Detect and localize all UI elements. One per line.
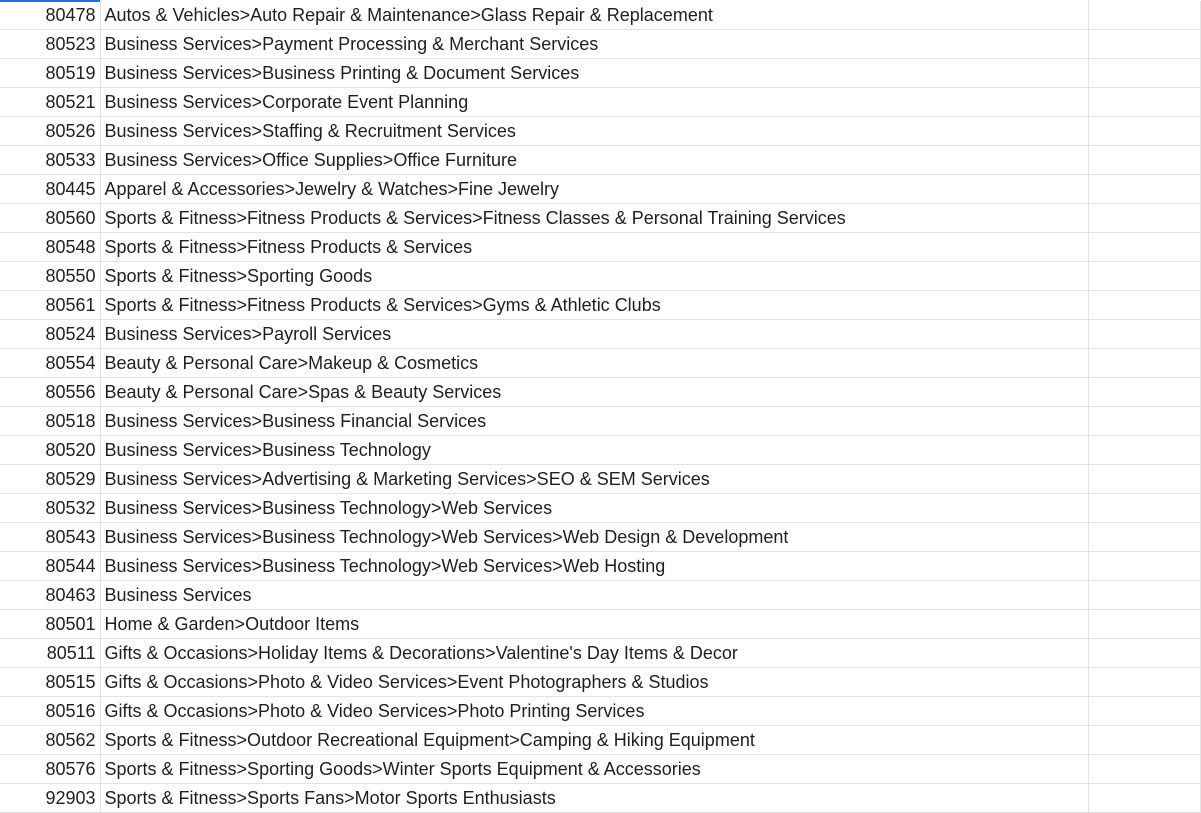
table-row	[0, 465, 1200, 494]
cell-category[interactable]: Sports & Fitness>Sports Fans>Motor Sports Enthusiasts	[100, 784, 1088, 813]
cell-category[interactable]: Business Services>Business Technology>Web Services>Web Hosting	[100, 552, 1088, 581]
table-row	[0, 117, 1200, 146]
cell-category[interactable]: Business Services>Business Printing & Document Services	[100, 59, 1088, 88]
table-body	[0, 1, 1200, 813]
cell-empty[interactable]	[1088, 784, 1200, 813]
cell-category[interactable]: Business Services>Payroll Services	[100, 320, 1088, 349]
cell-id[interactable]: 80543	[0, 523, 100, 552]
cell-id[interactable]: 80515	[0, 668, 100, 697]
cell-id[interactable]: 80562	[0, 726, 100, 755]
cell-empty[interactable]	[1088, 726, 1200, 755]
table-row	[0, 494, 1200, 523]
cell-id[interactable]: 80521	[0, 88, 100, 117]
cell-empty[interactable]	[1088, 436, 1200, 465]
cell-id[interactable]: 80511	[0, 639, 100, 668]
cell-id[interactable]: 80445	[0, 175, 100, 204]
cell-category[interactable]: Business Services>Business Financial Services	[100, 407, 1088, 436]
cell-id[interactable]: 80501	[0, 610, 100, 639]
table-row	[0, 726, 1200, 755]
cell-empty[interactable]	[1088, 610, 1200, 639]
cell-category[interactable]: Business Services>Advertising & Marketing Services>SEO & SEM Services	[100, 465, 1088, 494]
cell-id[interactable]: 80550	[0, 262, 100, 291]
cell-id[interactable]: 80560	[0, 204, 100, 233]
cell-id[interactable]: 80463	[0, 581, 100, 610]
cell-empty[interactable]	[1088, 88, 1200, 117]
cell-id[interactable]: 80516	[0, 697, 100, 726]
cell-id[interactable]: 80529	[0, 465, 100, 494]
cell-id[interactable]: 80478	[0, 1, 100, 30]
cell-empty[interactable]	[1088, 146, 1200, 175]
table-row	[0, 610, 1200, 639]
cell-category[interactable]: Business Services>Staffing & Recruitment Services	[100, 117, 1088, 146]
cell-category[interactable]: Business Services>Business Technology>Web Services	[100, 494, 1088, 523]
table-row	[0, 262, 1200, 291]
cell-id[interactable]: 92903	[0, 784, 100, 813]
cell-id[interactable]: 80524	[0, 320, 100, 349]
data-table	[0, 1, 1201, 813]
table-row	[0, 697, 1200, 726]
table-row	[0, 30, 1200, 59]
cell-category[interactable]: Sports & Fitness>Sporting Goods>Winter Sports Equipment & Accessories	[100, 755, 1088, 784]
cell-empty[interactable]	[1088, 291, 1200, 320]
cell-id[interactable]: 80556	[0, 378, 100, 407]
cell-category[interactable]: Home & Garden>Outdoor Items	[100, 610, 1088, 639]
cell-category[interactable]: Gifts & Occasions>Holiday Items & Decorations>Valentine's Day Items & Decor	[100, 639, 1088, 668]
cell-empty[interactable]	[1088, 204, 1200, 233]
table-row	[0, 175, 1200, 204]
cell-empty[interactable]	[1088, 1, 1200, 30]
table-row	[0, 233, 1200, 262]
cell-category[interactable]: Beauty & Personal Care>Makeup & Cosmetics	[100, 349, 1088, 378]
table-row	[0, 1, 1200, 30]
table-row	[0, 349, 1200, 378]
cell-category[interactable]: Business Services>Office Supplies>Office Furniture	[100, 146, 1088, 175]
cell-category[interactable]: Apparel & Accessories>Jewelry & Watches>Fine Jewelry	[100, 175, 1088, 204]
cell-empty[interactable]	[1088, 262, 1200, 291]
cell-category[interactable]: Beauty & Personal Care>Spas & Beauty Services	[100, 378, 1088, 407]
cell-empty[interactable]	[1088, 349, 1200, 378]
cell-empty[interactable]	[1088, 581, 1200, 610]
table-row	[0, 668, 1200, 697]
table-row	[0, 88, 1200, 117]
cell-empty[interactable]	[1088, 639, 1200, 668]
cell-category[interactable]: Business Services>Business Technology>Web Services>Web Design & Development	[100, 523, 1088, 552]
cell-empty[interactable]	[1088, 233, 1200, 262]
table-row	[0, 320, 1200, 349]
cell-empty[interactable]	[1088, 697, 1200, 726]
cell-empty[interactable]	[1088, 378, 1200, 407]
table-row	[0, 784, 1200, 813]
table-row	[0, 291, 1200, 320]
cell-empty[interactable]	[1088, 320, 1200, 349]
cell-empty[interactable]	[1088, 552, 1200, 581]
cell-category[interactable]: Sports & Fitness>Sporting Goods	[100, 262, 1088, 291]
cell-empty[interactable]	[1088, 668, 1200, 697]
cell-id[interactable]: 80533	[0, 146, 100, 175]
cell-empty[interactable]	[1088, 407, 1200, 436]
table-row	[0, 523, 1200, 552]
cell-id[interactable]: 80519	[0, 59, 100, 88]
table-row	[0, 581, 1200, 610]
table-row	[0, 552, 1200, 581]
cell-empty[interactable]	[1088, 30, 1200, 59]
cell-empty[interactable]	[1088, 117, 1200, 146]
table-row	[0, 755, 1200, 784]
cell-category[interactable]: Gifts & Occasions>Photo & Video Services>Event Photographers & Studios	[100, 668, 1088, 697]
table-row	[0, 436, 1200, 465]
table-row	[0, 146, 1200, 175]
cell-empty[interactable]	[1088, 175, 1200, 204]
cell-category[interactable]: Business Services	[100, 581, 1088, 610]
cell-category[interactable]: Business Services>Payment Processing & Merchant Services	[100, 30, 1088, 59]
cell-category[interactable]: Business Services>Corporate Event Planning	[100, 88, 1088, 117]
cell-category[interactable]: Gifts & Occasions>Photo & Video Services>Photo Printing Services	[100, 697, 1088, 726]
table-row	[0, 378, 1200, 407]
cell-empty[interactable]	[1088, 465, 1200, 494]
cell-category[interactable]: Sports & Fitness>Fitness Products & Services>Fitness Classes & Personal Training Services	[100, 204, 1088, 233]
cell-id[interactable]: 80526	[0, 117, 100, 146]
cell-empty[interactable]	[1088, 523, 1200, 552]
cell-id[interactable]: 80548	[0, 233, 100, 262]
cell-category[interactable]: Sports & Fitness>Fitness Products & Services>Gyms & Athletic Clubs	[100, 291, 1088, 320]
cell-empty[interactable]	[1088, 494, 1200, 523]
cell-id[interactable]: 80576	[0, 755, 100, 784]
cell-id[interactable]: 80544	[0, 552, 100, 581]
cell-empty[interactable]	[1088, 59, 1200, 88]
cell-id[interactable]: 80523	[0, 30, 100, 59]
table-row	[0, 204, 1200, 233]
cell-category[interactable]: Business Services>Business Technology	[100, 436, 1088, 465]
cell-id[interactable]: 80518	[0, 407, 100, 436]
cell-id[interactable]: 80561	[0, 291, 100, 320]
table-row	[0, 639, 1200, 668]
cell-id[interactable]: 80520	[0, 436, 100, 465]
table-row	[0, 59, 1200, 88]
cell-empty[interactable]	[1088, 755, 1200, 784]
cell-id[interactable]: 80532	[0, 494, 100, 523]
table-row	[0, 407, 1200, 436]
cell-id[interactable]: 80554	[0, 349, 100, 378]
cell-category[interactable]: Autos & Vehicles>Auto Repair & Maintenance>Glass Repair & Replacement	[100, 1, 1088, 30]
cell-category[interactable]: Sports & Fitness>Outdoor Recreational Equipment>Camping & Hiking Equipment	[100, 726, 1088, 755]
cell-category[interactable]: Sports & Fitness>Fitness Products & Services	[100, 233, 1088, 262]
